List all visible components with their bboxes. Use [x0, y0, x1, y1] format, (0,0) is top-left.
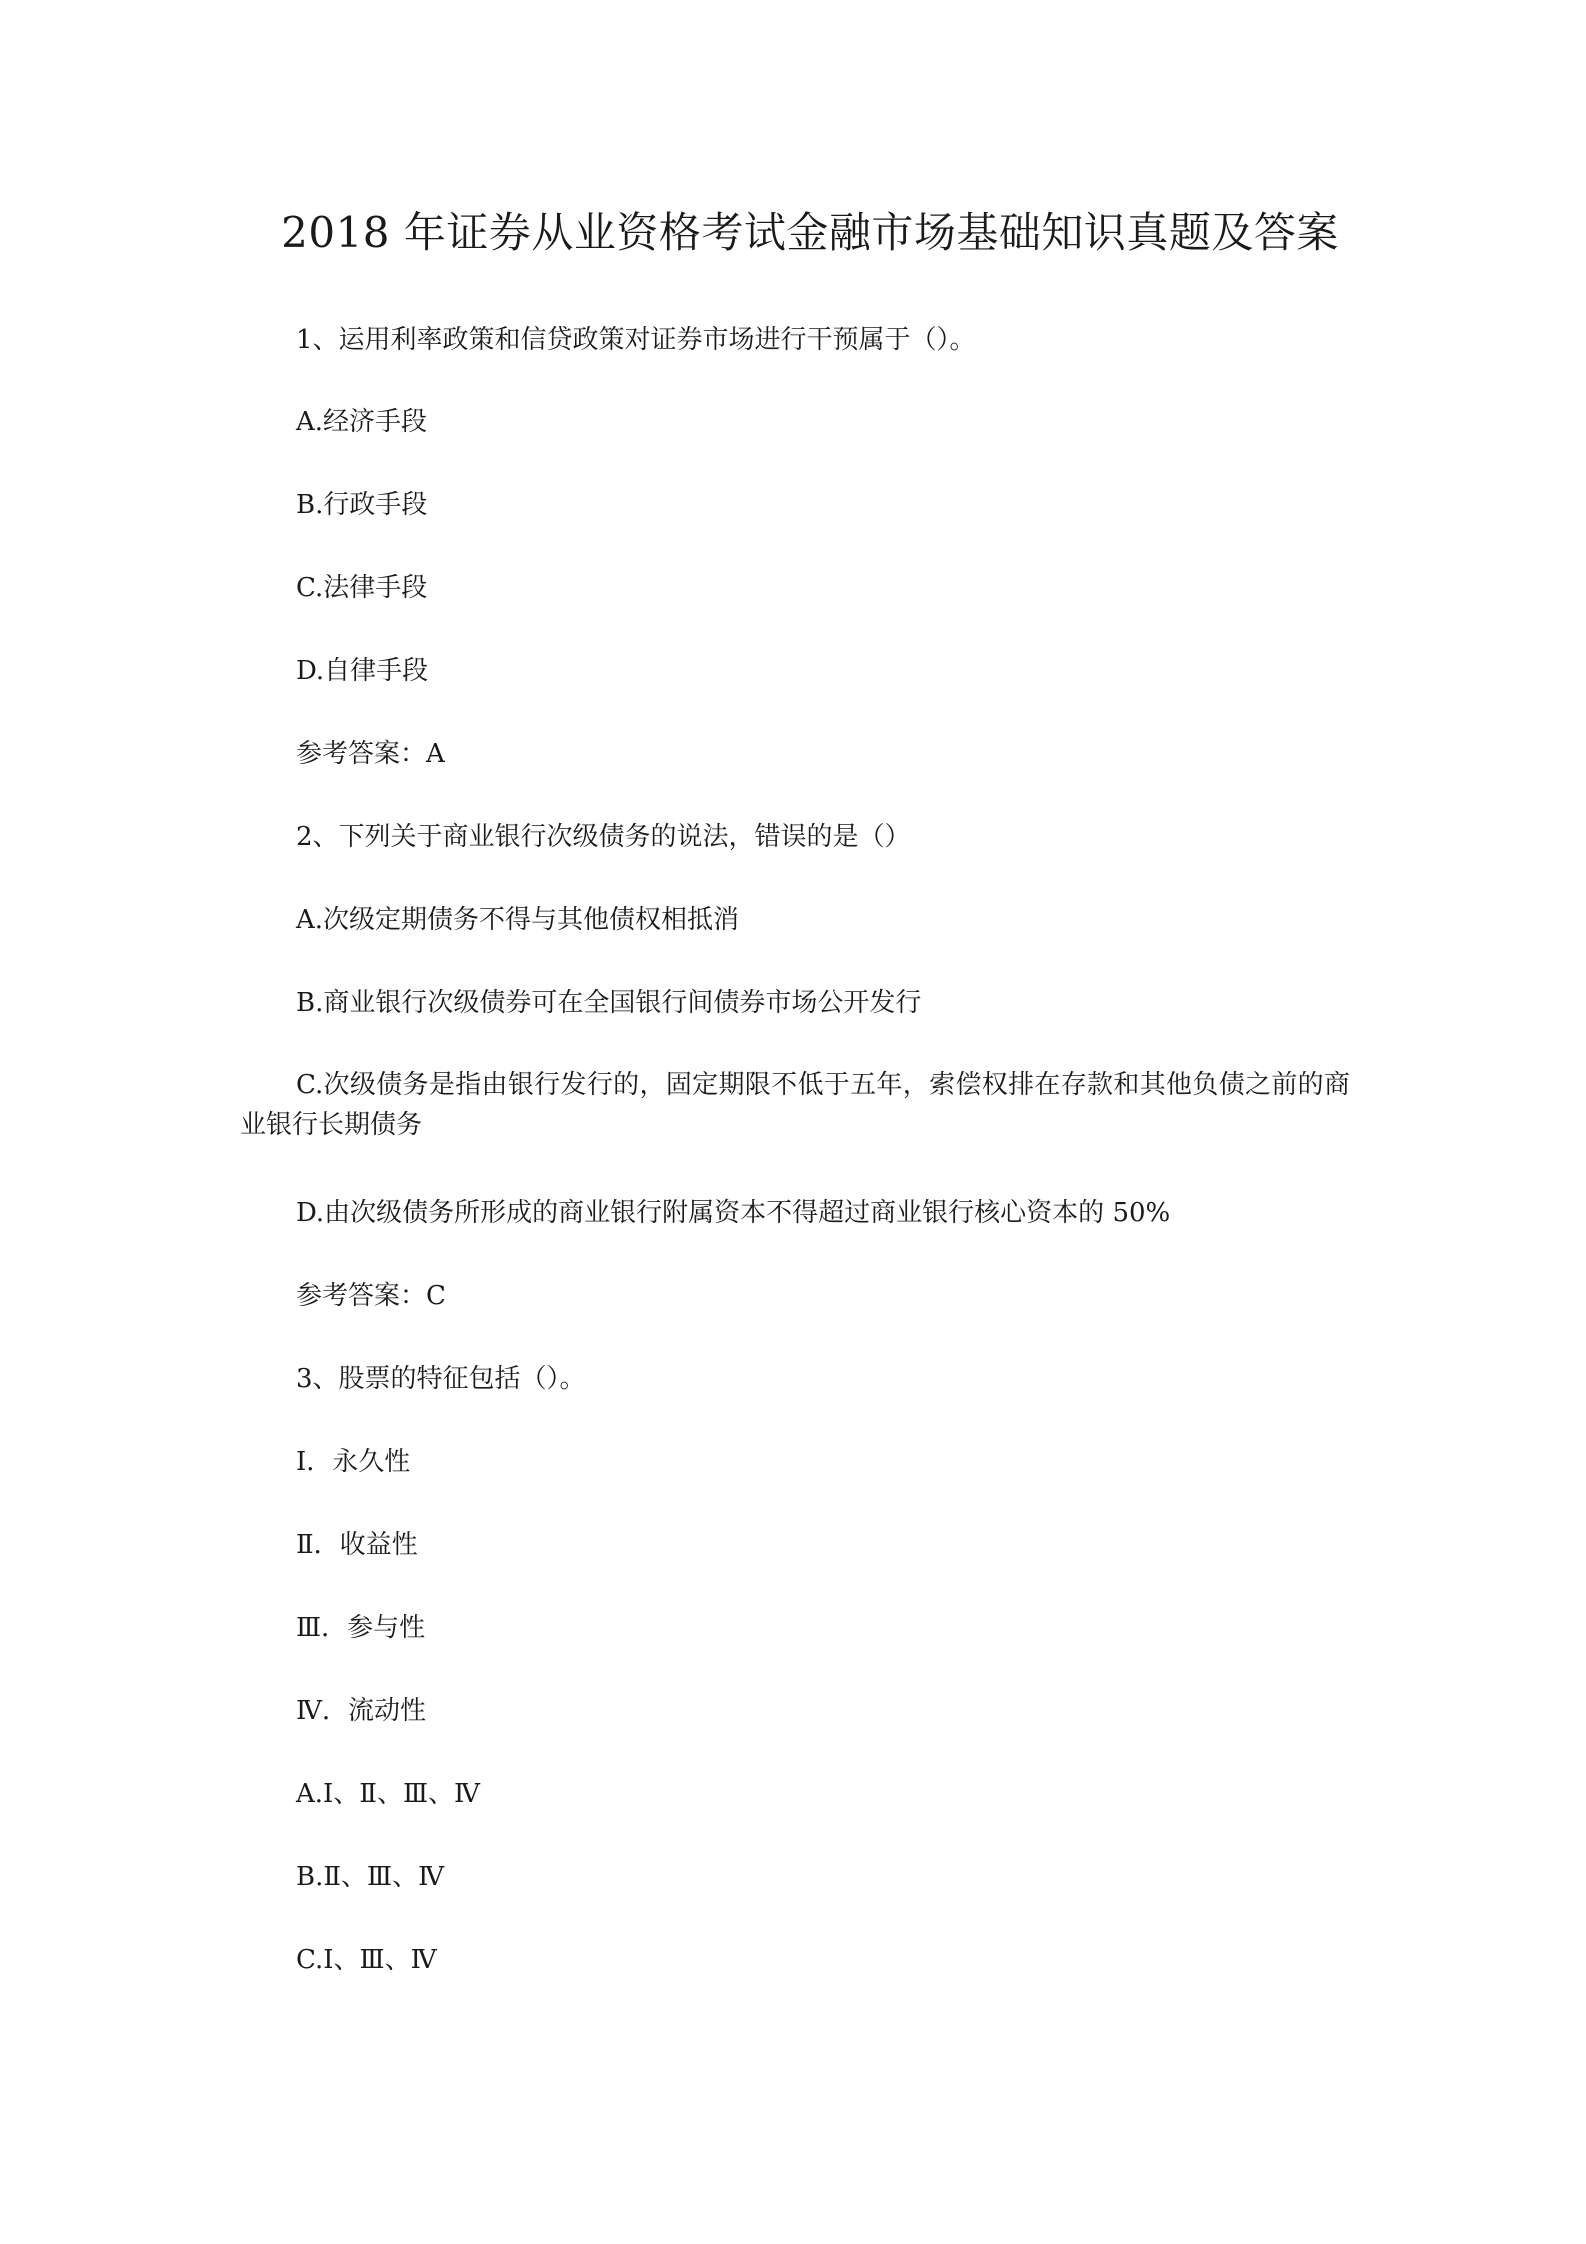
question-3-item-2: Ⅱ．收益性 — [296, 1530, 418, 1560]
question-2-option-a: A.次级定期债务不得与其他债权相抵消 — [296, 905, 740, 935]
question-2-option-c: C.次级债务是指由银行发行的，固定期限不低于五年，索偿权排在存款和其他负债之前的商业银行长期债务 — [240, 1070, 1350, 1140]
question-1-option-a: A.经济手段 — [296, 407, 428, 437]
question-2-stem: 2、下列关于商业银行次级债务的说法，错误的是（） — [296, 822, 911, 852]
question-1-option-d: D.自律手段 — [296, 656, 429, 686]
question-2-answer: 参考答案：C — [296, 1281, 446, 1311]
question-3-item-3: Ⅲ．参与性 — [296, 1613, 426, 1643]
question-3-item-4: Ⅳ．流动性 — [296, 1696, 426, 1726]
question-1-answer: 参考答案：A — [296, 739, 445, 769]
question-3-option-b: B.Ⅱ、Ⅲ、Ⅳ — [296, 1862, 445, 1892]
question-1-option-c: C.法律手段 — [296, 573, 428, 603]
question-3-stem: 3、股票的特征包括（）。 — [296, 1364, 586, 1394]
question-3-option-a: A.Ⅰ、Ⅱ、Ⅲ、Ⅳ — [296, 1779, 481, 1809]
question-2-option-d: D.由次级债务所形成的商业银行附属资本不得超过商业银行核心资本的 50% — [296, 1198, 1171, 1228]
question-3-item-1: Ⅰ．永久性 — [296, 1447, 411, 1477]
document-title: 2018 年证券从业资格考试金融市场基础知识真题及答案 — [281, 208, 1339, 257]
question-2-option-b: B.商业银行次级债券可在全国银行间债券市场公开发行 — [296, 988, 922, 1018]
question-1-option-b: B.行政手段 — [296, 490, 428, 520]
question-1-stem: 1、运用利率政策和信贷政策对证券市场进行干预属于（）。 — [296, 325, 976, 355]
question-3-option-c: C.Ⅰ、Ⅲ、Ⅳ — [296, 1945, 437, 1975]
